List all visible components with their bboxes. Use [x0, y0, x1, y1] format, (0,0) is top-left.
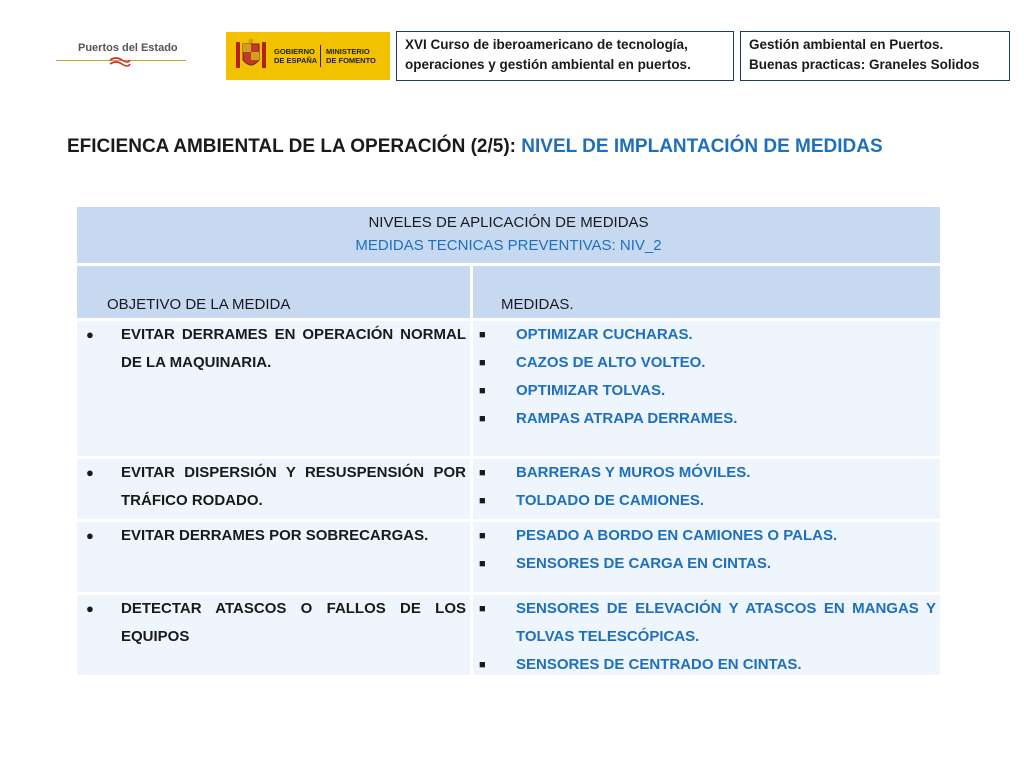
measure-text: TOLDADO DE CAMIONES.	[516, 492, 705, 509]
bullet-square-icon: ■	[479, 385, 486, 397]
bullet-square-icon: ■	[479, 659, 486, 671]
ministerio-text	[326, 47, 376, 65]
measure-text: BARRERAS Y MUROS MÓVILES.	[516, 464, 751, 481]
objective-text: EVITAR DERRAMES EN OPERACIÓN NORMAL DE LA MAQUINARIA.	[121, 326, 466, 371]
measure-text: OPTIMIZAR CUCHARAS.	[516, 326, 693, 343]
measure-item	[479, 487, 936, 515]
measure-item	[479, 377, 936, 405]
gobierno-line2: DE ESPAÑA	[274, 56, 318, 65]
table-row-measures	[473, 595, 940, 675]
bullet-dot-icon: ●	[86, 465, 94, 480]
bullet-dot-icon: ●	[86, 327, 94, 342]
measure-item	[479, 405, 936, 433]
measure-text: SENSORES DE ELEVACIÓN Y ATASCOS EN MANGAS Y TOLVAS TELESCÓPICAS.	[516, 600, 936, 645]
topic-title-box	[740, 31, 1010, 81]
topic-line1: Gestión ambiental en Puertos.	[749, 37, 944, 52]
table-header	[77, 207, 940, 263]
table-row-objective	[77, 595, 470, 675]
column-header-objective: OBJETIVO DE LA MEDIDA	[77, 266, 470, 318]
measure-item	[479, 459, 936, 487]
measure-text: OPTIMIZAR TOLVAS.	[516, 382, 666, 399]
table-row-measures	[473, 459, 940, 519]
measure-item	[479, 595, 936, 651]
topic-line2: Buenas practicas: Graneles Solidos	[749, 57, 980, 72]
measure-item	[479, 651, 936, 679]
puertos-wave-icon	[108, 56, 132, 68]
bullet-square-icon: ■	[479, 467, 486, 479]
measure-item	[479, 550, 936, 578]
measure-text: PESADO A BORDO EN CAMIONES O PALAS.	[516, 527, 838, 544]
measure-text: RAMPAS ATRAPA DERRAMES.	[516, 410, 738, 427]
measure-text: SENSORES DE CARGA EN CINTAS.	[516, 555, 772, 572]
gobierno-line1: GOBIERNO	[274, 47, 315, 56]
gobierno-text	[274, 47, 317, 65]
course-line1: XVI Curso de iberoamericano de tecnología,	[405, 37, 688, 52]
objective-text: DETECTAR ATASCOS O FALLOS DE LOS EQUIPOS	[121, 600, 466, 645]
bullet-square-icon: ■	[479, 558, 486, 570]
course-line2: operaciones y gestión ambiental en puertos.	[405, 57, 691, 72]
table-row-objective	[77, 522, 470, 592]
measure-text: CAZOS DE ALTO VOLTEO.	[516, 354, 706, 371]
table-row-objective	[77, 459, 470, 519]
table-row-objective	[77, 321, 470, 456]
page-title-accent: NIVEL DE IMPLANTACIÓN DE MEDIDAS	[521, 136, 883, 157]
page-title	[67, 136, 883, 158]
measure-item	[479, 522, 936, 550]
objective-text: EVITAR DISPERSIÓN Y RESUSPENSIÓN POR TRÁFICO RODADO.	[121, 464, 466, 509]
objective-text: EVITAR DERRAMES POR SOBRECARGAS.	[121, 527, 429, 544]
measure-text: SENSORES DE CENTRADO EN CINTAS.	[516, 656, 802, 673]
bullet-square-icon: ■	[479, 603, 486, 615]
puertos-del-estado-logo	[56, 40, 188, 68]
ministerio-line2: DE FOMENTO	[326, 56, 376, 65]
bullet-square-icon: ■	[479, 413, 486, 425]
bullet-square-icon: ■	[479, 357, 486, 369]
measure-item	[479, 349, 936, 377]
bullet-square-icon: ■	[479, 329, 486, 341]
page-title-main: EFICIENCA AMBIENTAL DE LA OPERACIÓN (2/5):	[67, 136, 522, 157]
bullet-square-icon: ■	[479, 495, 486, 507]
table-header-line2: MEDIDAS TECNICAS PREVENTIVAS: NIV_2	[355, 237, 662, 254]
course-title-box	[396, 31, 734, 81]
puertos-logo-text: Puertos del Estado	[78, 42, 178, 54]
ministerio-line1: MINISTERIO	[326, 47, 370, 56]
table-header-line1: NIVELES DE APLICACIÓN DE MEDIDAS	[368, 214, 649, 231]
bullet-square-icon: ■	[479, 530, 486, 542]
table-row-measures	[473, 321, 940, 456]
measure-item	[479, 321, 936, 349]
bullet-dot-icon: ●	[86, 528, 94, 543]
logo-separator	[320, 45, 321, 67]
column-header-measures: MEDIDAS.	[473, 266, 940, 318]
gobierno-espana-logo	[226, 32, 390, 80]
bullet-dot-icon: ●	[86, 601, 94, 616]
coat-of-arms-icon	[234, 38, 268, 74]
table-row-measures	[473, 522, 940, 592]
